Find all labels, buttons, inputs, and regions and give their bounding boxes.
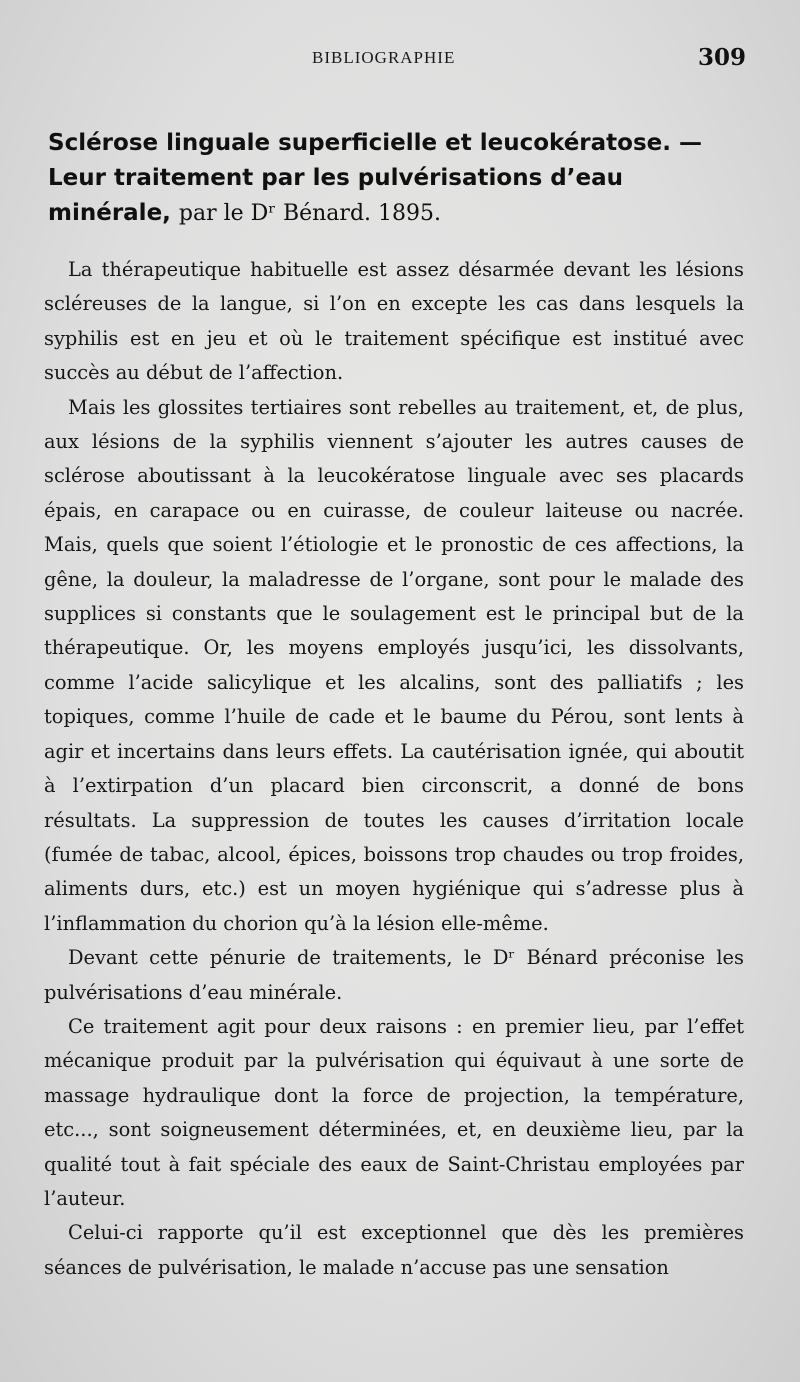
article-body xyxy=(44,253,744,1285)
paragraph: Ce traitement agit pour deux raisons : en premier lieu, par l’effet mécanique produit par la pulvérisation qui équivaut à une sorte de massage hydraulique dont la force de projection, la température, etc..., sont soigneusement déterminées, et, en deuxième lieu, par la qualité tout à fait spéciale des eaux de Saint-Christau employées par l’auteur. xyxy=(44,1014,744,1210)
paragraph: Mais les glossites tertiaires sont rebelles au traitement, et, de plus, aux lésions de la syphilis viennent s’ajouter les autres causes de sclérose aboutissant à la leucokératose linguale avec ses placards épais, en carapace ou en cuirasse, de couleur laiteuse ou nacrée. Mais, quels que soient l’étiologie et le pronostic de ces affections, la gêne, la douleur, la maladresse de l’organe, sont pour le malade des supplices si constants que le soulagement est le principal but de la thérapeutique. Or, les moyens employés jusqu’ici, les dissolvants, comme l’acide salicylique et les alcalins, sont des palliatifs ; les topiques, comme l’huile de cade et le baume du Pérou, sont lents à agir et incertains dans leurs effets. La cautérisation ignée, qui aboutit à l’extirpation d’un placard bien circonscrit, a donné de bons résultats. La suppression de toutes les causes d’irritation locale (fumée de tabac, alcool, épices, boissons trop chaudes ou trop froides, aliments durs, etc.) est un moyen hygiénique qui s’adresse plus à l’inflammation du chorion qu’à la lésion elle-même. xyxy=(44,395,744,935)
paragraph: Celui-ci rapporte qu’il est exceptionnel que dès les premières séances de pulvérisation, le malade n’accuse pas une sensation xyxy=(44,1221,744,1279)
article-title: Sclérose linguale superficielle et leucokératose. — Leur traitement par les pulvérisations d’eau minérale, xyxy=(48,130,702,226)
article-heading xyxy=(48,126,748,231)
paragraph: La thérapeutique habituelle est assez désarmée devant les lésions scléreuses de la langue, si l’on en excepte les cas dans lesquels la syphilis est en jeu et où le traitement spécifique est institué avec succès au début de l’affection. xyxy=(44,258,744,385)
paragraph: Devant cette pénurie de traitements, le Dʳ Bénard préconise les pulvérisations d’eau minérale. xyxy=(44,946,744,1004)
running-title: BIBLIOGRAPHIE xyxy=(312,48,456,67)
page-number: 309 xyxy=(698,44,747,71)
article-byline: par le Dʳ Bénard. 1895. xyxy=(178,201,441,226)
running-head xyxy=(0,44,800,78)
